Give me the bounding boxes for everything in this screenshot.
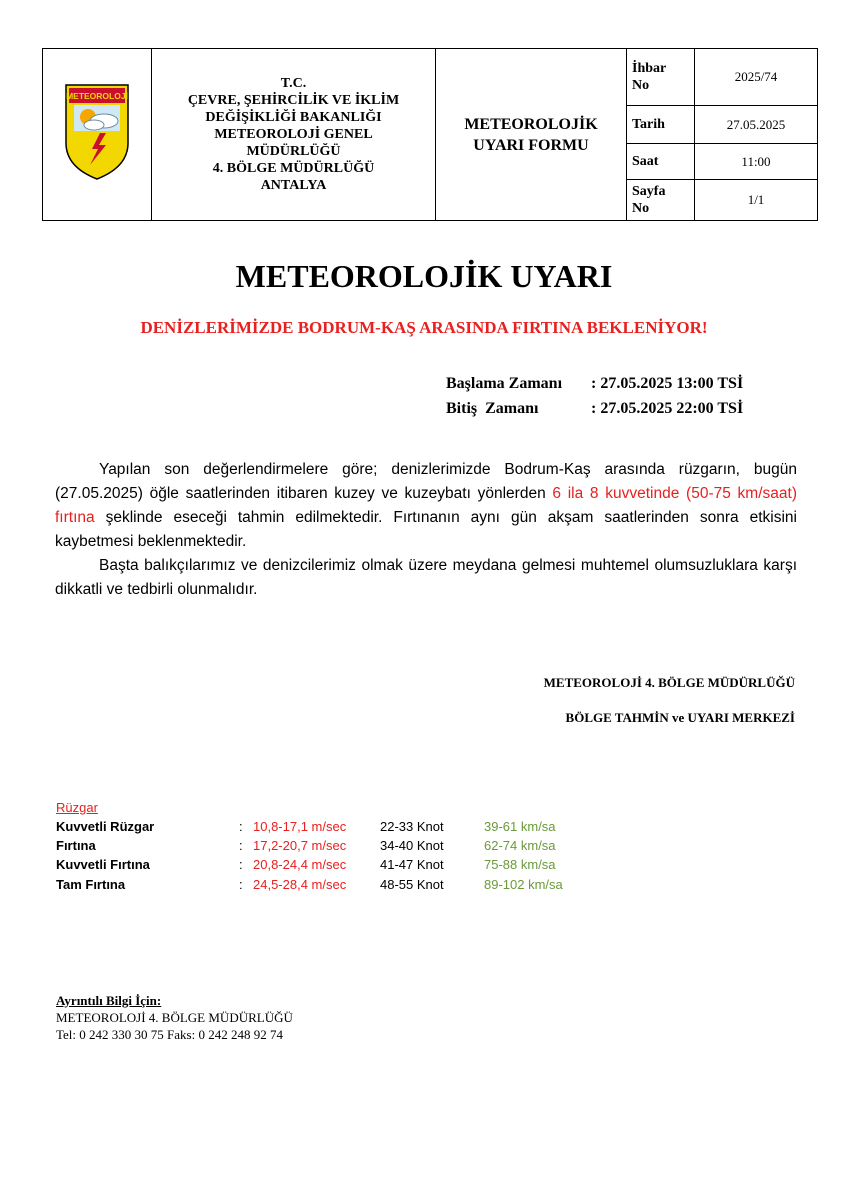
wind-ms: 20,8-24,4 m/sec: [253, 857, 347, 872]
contact-title: Ayrıntılı Bilgi İçin:: [56, 993, 162, 1008]
wind-colon: :: [239, 857, 243, 872]
label-line: Sayfa: [632, 184, 666, 199]
warning-subtitle: DENİZLERİMİZDE BODRUM-KAŞ ARASINDA FIRTINA BEKLENİYOR!: [140, 318, 708, 337]
form-title-cell: [436, 49, 627, 221]
page-title: METEOROLOJİK UYARI: [235, 258, 613, 294]
end-time-label: Bitiş Zamanı: [446, 400, 539, 417]
start-time-row: [446, 375, 743, 393]
wind-row: [56, 819, 656, 839]
wind-row: [56, 877, 656, 897]
wind-ms: 24,5-28,4 m/sec: [253, 877, 347, 892]
ihbar-no-label: [627, 49, 695, 106]
org-line: 4. BÖLGE MÜDÜRLÜĞÜ: [212, 161, 375, 176]
wind-kmh: 39-61 km/sa: [484, 819, 556, 834]
label-line: Saat: [632, 154, 659, 169]
org-line: MÜDÜRLÜĞÜ: [246, 144, 341, 159]
wind-kmh: 75-88 km/sa: [484, 857, 556, 872]
logo-cell: [43, 49, 152, 221]
label-line: No: [632, 78, 650, 93]
wind-knot: 34-40 Knot: [380, 838, 444, 853]
body-highlight: 6 ila 8 kuvvetinde (50-75 km/saat) fırtına: [55, 485, 797, 526]
label-line: No: [632, 201, 650, 216]
body-text-part: Yapılan son değerlendirmelere göre; denizlerimizde Bodrum-Kaş arasında rüzgarın, bugün (27.05.2025) öğle saatlerinden itibaren kuzey ve kuzeybatı yönlerden: [55, 461, 797, 502]
signature-line-1: METEOROLOJİ 4. BÖLGE MÜDÜRLÜĞÜ: [543, 675, 795, 690]
contact-phone: Tel: 0 242 330 30 75 Faks: 0 242 248 92 74: [56, 1027, 283, 1042]
end-time-row: [446, 400, 743, 418]
end-time-value: : 27.05.2025 22:00 TSİ: [591, 400, 744, 417]
label-line: Tarih: [632, 117, 665, 132]
wind-row: [56, 838, 656, 858]
wind-knot: 41-47 Knot: [380, 857, 444, 872]
sayfa-no-label: [627, 180, 695, 221]
tarih-value: 27.05.2025: [695, 106, 818, 144]
label-line: İhbar: [632, 61, 667, 76]
org-line: ANTALYA: [260, 178, 327, 193]
tarih-label: [627, 106, 695, 144]
form-title-line: METEOROLOJİK: [464, 115, 598, 133]
wind-kmh: 89-102 km/sa: [484, 877, 563, 892]
wind-colon: :: [239, 838, 243, 853]
form-title-line: UYARI FORMU: [473, 136, 589, 154]
start-time-value: : 27.05.2025 13:00 TSİ: [591, 375, 744, 392]
wind-category: Kuvvetli Fırtına: [56, 857, 150, 872]
wind-category: Kuvvetli Rüzgar: [56, 819, 155, 834]
wind-row: [56, 857, 656, 877]
body-paragraph-1: [55, 458, 797, 554]
body-text-part: şeklinde eseceği tahmin edilmektedir. Fırtınanın aynı gün akşam saatlerinden sonra etkisini kaybetmesi beklenmektedir.: [55, 509, 797, 550]
org-line: ÇEVRE, ŞEHİRCİLİK VE İKLİM: [187, 93, 400, 108]
logo-text: METEOROLOJİ: [66, 91, 128, 101]
organization-cell: [152, 49, 436, 221]
wind-category: Fırtına: [56, 838, 96, 853]
wind-category: Tam Fırtına: [56, 877, 126, 892]
org-line: T.C.: [280, 76, 307, 91]
saat-value: 11:00: [695, 144, 818, 180]
wind-ms: 17,2-20,7 m/sec: [253, 838, 347, 853]
wind-scale-title: Rüzgar: [56, 800, 98, 815]
signature-line-2: BÖLGE TAHMİN ve UYARI MERKEZİ: [565, 710, 795, 725]
org-line: METEOROLOJİ GENEL: [214, 127, 373, 142]
header-table: [42, 48, 818, 221]
wind-colon: :: [239, 877, 243, 892]
saat-label: [627, 144, 695, 180]
warning-body: [55, 458, 797, 602]
contact-office: METEOROLOJİ 4. BÖLGE MÜDÜRLÜĞÜ: [56, 1010, 293, 1025]
org-line: DEĞİŞİKLİĞİ BAKANLIĞI: [205, 110, 382, 125]
wind-knot: 48-55 Knot: [380, 877, 444, 892]
wind-colon: :: [239, 819, 243, 834]
body-paragraph-2: Başta balıkçılarımız ve denizcilerimiz olmak üzere meydana gelmesi muhtemel olumsuzluklara karşı dikkatli ve tedbirli olunmalıdır.: [55, 557, 797, 598]
wind-kmh: 62-74 km/sa: [484, 838, 556, 853]
start-time-label: Başlama Zamanı: [446, 375, 563, 392]
meteoroloji-logo: [64, 83, 130, 181]
sayfa-no-value: 1/1: [695, 180, 818, 221]
ihbar-no-value: 2025/74: [695, 49, 818, 106]
wind-knot: 22-33 Knot: [380, 819, 444, 834]
wind-ms: 10,8-17,1 m/sec: [253, 819, 347, 834]
